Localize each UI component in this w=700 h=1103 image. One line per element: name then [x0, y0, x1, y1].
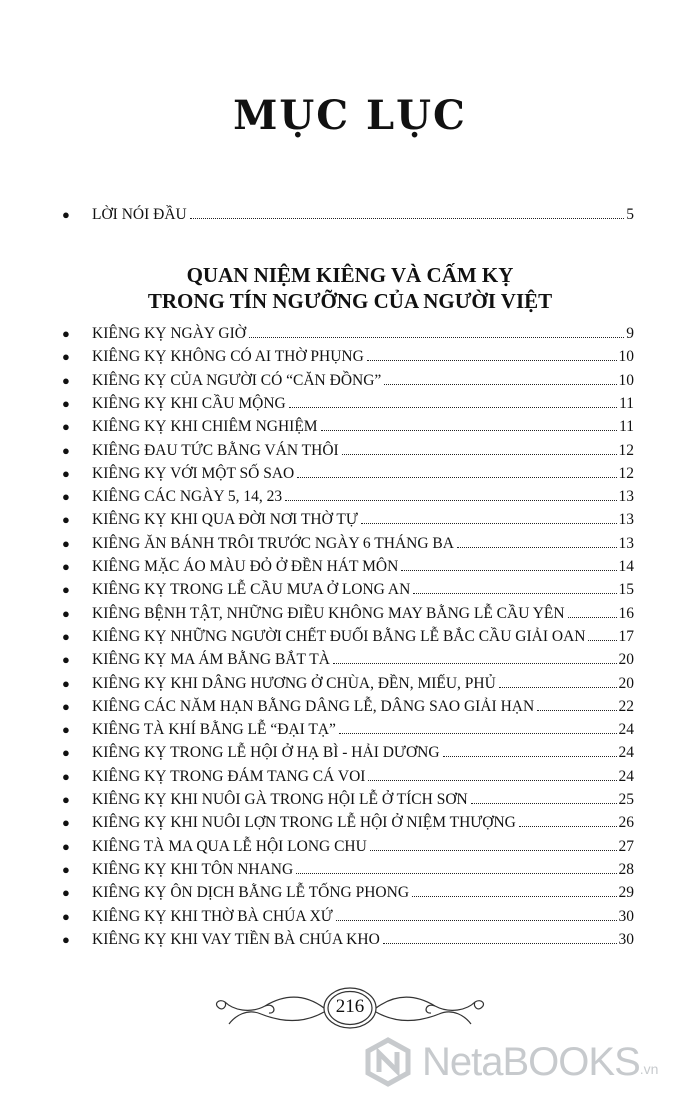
- dot-leader: [368, 779, 616, 781]
- bullet-icon: ●: [62, 675, 70, 691]
- toc-entry[interactable]: [62, 649, 634, 671]
- toc-entry-page: 12: [618, 441, 634, 459]
- toc-entry-page: 24: [618, 744, 634, 762]
- toc-entry-page: 30: [618, 930, 634, 948]
- toc-entry-label: KIÊNG KỴ TRONG LỄ HỘI Ở HẠ BÌ - HẢI DƯƠNG: [92, 744, 440, 762]
- toc-entry-page: 27: [618, 837, 634, 855]
- toc-entry-label: KIÊNG KỴ KHI TÔN NHANG: [92, 860, 294, 878]
- bullet-icon: ●: [62, 861, 70, 877]
- bullet-icon: ●: [62, 815, 70, 831]
- bullet-icon: ●: [62, 768, 70, 784]
- bullet-icon: ●: [62, 838, 70, 854]
- bullet-icon: ●: [62, 582, 70, 598]
- toc-entry-label: KIÊNG KỴ KHI NUÔI LỢN TRONG LỄ HỘI Ở NIỆM THƯỢNG: [92, 814, 516, 832]
- dot-leader: [412, 895, 616, 897]
- bullet-icon: ●: [62, 207, 70, 222]
- bullet-icon: ●: [62, 722, 70, 738]
- bullet-icon: ●: [62, 605, 70, 621]
- bullet-icon: ●: [62, 442, 70, 458]
- toc-entry-label: KIÊNG KỴ VỚI MỘT SỐ SAO: [92, 464, 295, 482]
- toc-entry-label: KIÊNG CÁC NĂM HẠN BẰNG DÂNG LỄ, DÂNG SAO GIẢI HẠN: [92, 697, 535, 715]
- dot-leader: [336, 919, 617, 921]
- toc-entry-label: KIÊNG KỴ KHI CẦU MỘNG: [92, 394, 286, 412]
- toc-entry[interactable]: [62, 882, 634, 904]
- toc-entry-page: 25: [618, 791, 634, 808]
- dot-leader: [367, 359, 617, 361]
- dot-leader: [333, 662, 617, 664]
- toc-entry[interactable]: [62, 393, 634, 415]
- toc-entry-label: KIÊNG KỴ NGÀY GIỜ: [92, 325, 246, 342]
- watermark-text: NetaBOOKS: [422, 1039, 640, 1084]
- toc-entry-page: 24: [618, 721, 634, 739]
- toc-entry-page: 26: [618, 814, 634, 832]
- toc-entry[interactable]: [62, 509, 634, 531]
- dot-leader: [361, 522, 617, 524]
- toc-entry-label: KIÊNG CÁC NGÀY 5, 14, 23: [92, 488, 283, 506]
- bullet-icon: ●: [62, 326, 70, 341]
- toc-entry-page: 20: [618, 674, 634, 692]
- bullet-icon: ●: [62, 512, 70, 528]
- bullet-icon: ●: [62, 465, 70, 481]
- toc-entry-label: LỜI NÓI ĐẦU: [92, 206, 187, 223]
- toc-entry[interactable]: [62, 859, 634, 881]
- toc-entry-page: 17: [618, 627, 634, 645]
- toc-entry[interactable]: [62, 929, 634, 951]
- toc-entry[interactable]: [62, 440, 634, 462]
- dot-leader: [289, 406, 617, 408]
- bullet-icon: ●: [62, 372, 70, 388]
- dot-leader: [457, 546, 617, 548]
- toc-entry-label: KIÊNG KỴ KHI THỜ BÀ CHÚA XỨ: [92, 907, 333, 925]
- page-number: 216: [335, 996, 365, 1017]
- toc-entry-page: 10: [618, 348, 634, 366]
- bullet-icon: ●: [62, 745, 70, 761]
- bullet-icon: ●: [62, 931, 70, 947]
- toc-entry-label: KIÊNG KỴ TRONG ĐÁM TANG CÁ VOI: [92, 767, 366, 785]
- toc-entry-page: 24: [618, 767, 634, 785]
- dot-leader: [321, 429, 617, 431]
- toc-entry-page: 28: [618, 860, 634, 878]
- n-logo-icon: [362, 1036, 414, 1088]
- toc-entry-label: KIÊNG MẶC ÁO MÀU ĐỎ Ở ĐỀN HÁT MÔN: [92, 558, 399, 575]
- toc-entry-label: KIÊNG BỆNH TẬT, NHỮNG ĐIỀU KHÔNG MAY BẰNG LỄ CẦU YÊN: [92, 604, 565, 622]
- toc-entry[interactable]: [62, 463, 634, 485]
- bullet-icon: ●: [62, 349, 70, 365]
- dot-leader: [413, 592, 616, 594]
- toc-entry-label: KIÊNG KỴ KHI CHIÊM NGHIỆM: [92, 418, 318, 436]
- toc-entry-label: KIÊNG KỴ NHỮNG NGƯỜI CHẾT ĐUỐI BẰNG LỄ BẮC CẦU GIẢI OAN: [92, 627, 586, 645]
- dot-leader: [370, 849, 617, 851]
- dot-leader: [471, 802, 617, 804]
- bullet-icon: ●: [62, 559, 70, 574]
- toc-entry-page: 11: [619, 418, 634, 436]
- toc-entry-page: 29: [618, 884, 634, 902]
- toc-entry-page: 15: [618, 581, 634, 599]
- dot-leader: [383, 942, 617, 944]
- toc-entry-page: 5: [626, 206, 634, 223]
- dot-leader: [588, 639, 616, 641]
- toc-entry[interactable]: [62, 789, 634, 811]
- toc-entry-label: KIÊNG KỴ KHI QUA ĐỜI NƠI THỜ TỰ: [92, 511, 358, 529]
- toc-entry[interactable]: [62, 370, 634, 392]
- bullet-icon: ●: [62, 535, 70, 551]
- bullet-icon: ●: [62, 628, 70, 644]
- dot-leader: [297, 476, 616, 478]
- section-heading-line1: QUAN NIỆM KIÊNG VÀ CẤM KỴ: [186, 263, 514, 287]
- bullet-icon: ●: [62, 792, 70, 807]
- toc-entry-page: 22: [618, 697, 634, 715]
- toc-entry-label: KIÊNG KỴ CỦA NGƯỜI CÓ “CĂN ĐỒNG”: [92, 371, 382, 389]
- dot-leader: [568, 616, 617, 618]
- watermark: [362, 1032, 692, 1092]
- toc-entry[interactable]: [62, 533, 634, 555]
- toc-entry-intro[interactable]: [62, 204, 634, 226]
- toc-entry-page: 9: [626, 325, 634, 342]
- toc-entry-page: 11: [619, 394, 634, 412]
- bullet-icon: ●: [62, 489, 70, 505]
- toc-entry-page: 13: [618, 511, 634, 529]
- toc-entry[interactable]: [62, 579, 634, 601]
- bullet-icon: ●: [62, 885, 70, 901]
- dot-leader: [285, 499, 616, 501]
- toc-entry[interactable]: [62, 673, 634, 695]
- dot-leader: [339, 732, 617, 734]
- dot-leader: [190, 217, 625, 219]
- dot-leader: [249, 336, 624, 338]
- dot-leader: [384, 383, 616, 385]
- toc-entry-page: 10: [618, 371, 634, 389]
- bullet-icon: ●: [62, 395, 70, 411]
- toc-entry-label: KIÊNG TÀ KHÍ BẰNG LỄ “ĐẠI TẠ”: [92, 721, 336, 739]
- toc-entry-label: KIÊNG KỴ KHI VAY TIỀN BÀ CHÚA KHO: [92, 930, 380, 948]
- toc-entry[interactable]: [62, 486, 634, 508]
- page-title: MỤC LỤC: [233, 92, 467, 139]
- toc-entry-label: KIÊNG ĂN BÁNH TRÔI TRƯỚC NGÀY 6 THÁNG BA: [92, 534, 454, 552]
- toc-entry[interactable]: [62, 323, 634, 345]
- toc-entry[interactable]: [62, 696, 634, 718]
- toc-entry-label: KIÊNG KỴ ÔN DỊCH BẰNG LỄ TỐNG PHONG: [92, 884, 410, 902]
- toc-entry-page: 12: [618, 464, 634, 482]
- dot-leader: [342, 453, 617, 455]
- toc-entry[interactable]: [62, 346, 634, 368]
- toc-entry[interactable]: [62, 766, 634, 788]
- toc-entry[interactable]: [62, 836, 634, 858]
- toc-entry-label: KIÊNG KỴ KHÔNG CÓ AI THỜ PHỤNG: [92, 348, 364, 366]
- dot-leader: [401, 569, 616, 571]
- toc-entry-label: KIÊNG KỴ KHI DÂNG HƯƠNG Ở CHÙA, ĐỀN, MIẾU, PHỦ: [92, 674, 496, 692]
- toc-entry-label: KIÊNG KỴ MA ÁM BẰNG BẮT TÀ: [92, 651, 330, 669]
- toc-entry-label: KIÊNG KỴ KHI NUÔI GÀ TRONG HỘI LỄ Ở TÍCH SƠN: [92, 791, 468, 808]
- watermark-suffix: .vn: [639, 1061, 659, 1077]
- toc-entry-page: 30: [618, 907, 634, 925]
- dot-leader: [499, 686, 617, 688]
- toc-entry[interactable]: [62, 719, 634, 741]
- toc-entry-page: 16: [618, 604, 634, 622]
- dot-leader: [519, 825, 617, 827]
- dot-leader: [443, 755, 617, 757]
- toc-entry-page: 14: [618, 558, 634, 575]
- toc-entry[interactable]: [62, 556, 634, 578]
- toc-entry[interactable]: [62, 416, 634, 438]
- toc-entry-label: KIÊNG KỴ TRONG LỄ CẦU MƯA Ở LONG AN: [92, 581, 411, 599]
- toc-entry-label: KIÊNG TÀ MA QUA LỄ HỘI LONG CHU: [92, 837, 367, 855]
- bullet-icon: ●: [62, 419, 70, 435]
- dot-leader: [296, 872, 616, 874]
- toc-entry[interactable]: [62, 603, 634, 625]
- toc-entry[interactable]: [62, 812, 634, 834]
- dot-leader: [537, 709, 616, 711]
- bullet-icon: ●: [62, 698, 70, 714]
- toc-entry[interactable]: [62, 626, 634, 648]
- toc-entry[interactable]: [62, 742, 634, 764]
- toc-entry[interactable]: [62, 906, 634, 928]
- section-heading-line2: TRONG TÍN NGƯỠNG CỦA NGƯỜI VIỆT: [147, 289, 553, 313]
- toc-entry-page: 13: [618, 534, 634, 552]
- toc-entry-label: KIÊNG ĐAU TỨC BẰNG VÁN THÔI: [92, 441, 339, 459]
- toc-entry-page: 13: [618, 488, 634, 506]
- bullet-icon: ●: [62, 652, 70, 668]
- toc-entry-page: 20: [618, 651, 634, 669]
- bullet-icon: ●: [62, 908, 70, 924]
